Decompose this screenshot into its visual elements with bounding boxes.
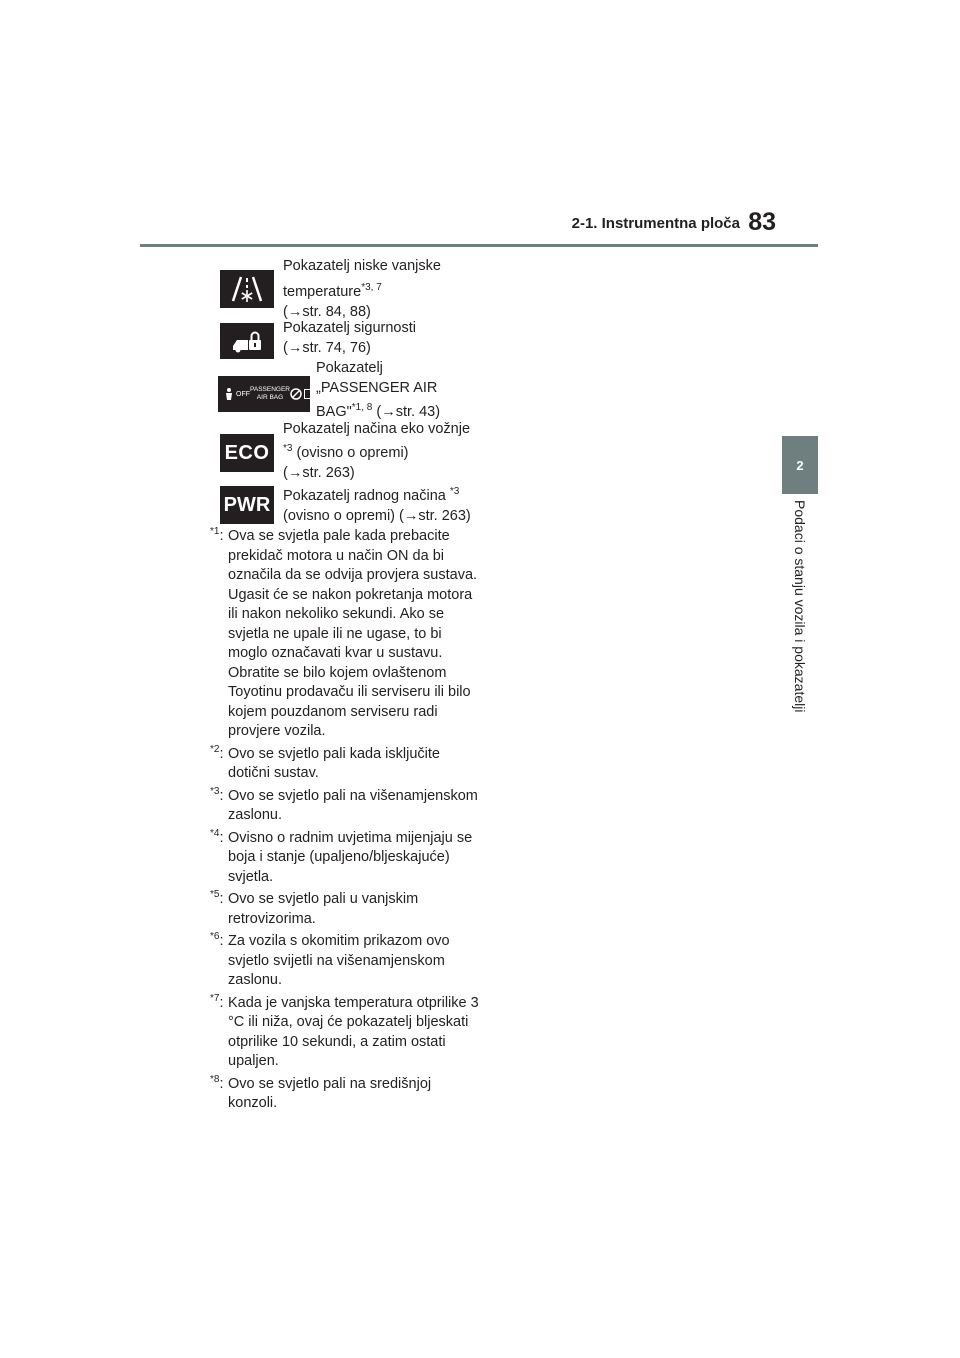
footnote-text: Ovo se svjetlo pali u vanjskim retrovizorima. bbox=[228, 891, 419, 927]
footnote-text: Ovisno o radnim uvjetima mijenjaju se boja i stanje (upaljeno/bljeskajuće) svjetla. bbox=[228, 829, 473, 885]
footnote-mark: $^{*5}$: bbox=[210, 889, 224, 907]
eco-mode-icon: ECO bbox=[220, 434, 274, 472]
power-mode-icon: PWR bbox=[220, 486, 274, 524]
indicator-text-line: Pokazatelj radnog načina bbox=[283, 488, 450, 504]
footnote-mark: $^{*7}$: bbox=[210, 992, 224, 1011]
footnote-text: Ovo se svjetlo pali kada isključite dotični sustav. bbox=[228, 745, 440, 781]
indicator-text-line: temperature bbox=[283, 284, 362, 300]
section-title: 2-1. Instrumentna ploča bbox=[571, 215, 740, 232]
page-reference[interactable]: (→str. 263) bbox=[283, 465, 355, 481]
chapter-title: Podaci o stanju vozila i pokazatelji bbox=[792, 500, 808, 713]
page-reference[interactable]: (→str. 84, 88) bbox=[283, 304, 371, 320]
footnote-text: Ovo se svjetlo pali na višenamjenskom zaslonu. bbox=[228, 787, 478, 823]
footnote-ref[interactable]: *1, 8 bbox=[351, 402, 373, 414]
footnote-mark: $^{*3}$: bbox=[210, 785, 224, 804]
footnote-text: Kada je vanjska temperatura otprilike 3 °C ili niža, ovaj će pokazatelj bljeskati otprilike 10 sekundi, a zatim ostati upaljen. bbox=[228, 994, 479, 1069]
indicator-text-line: Pokazatelj niske vanjske bbox=[283, 258, 441, 274]
footnote-mark: $^{*4}$: bbox=[210, 827, 224, 846]
indicator-text-line: Pokazatelj bbox=[316, 360, 383, 376]
footnote-item bbox=[210, 829, 480, 888]
page-number: 83 bbox=[748, 208, 776, 236]
indicator-text-line: BAG" bbox=[316, 404, 352, 420]
passenger-airbag-off-icon bbox=[218, 376, 310, 412]
footnote-ref[interactable]: *3, 7 bbox=[361, 282, 382, 294]
airbag-status-icon bbox=[290, 388, 314, 400]
footnote-item bbox=[210, 787, 480, 826]
airbag-seat-icon: OFF bbox=[223, 387, 250, 401]
security-lock-icon bbox=[220, 323, 274, 359]
footnotes bbox=[210, 527, 480, 1117]
footnote-ref[interactable]: *3 bbox=[449, 486, 460, 498]
indicator-text-line: „PASSENGER AIR bbox=[316, 380, 438, 396]
footnote-item bbox=[210, 1075, 480, 1114]
header-rule bbox=[140, 244, 818, 247]
footnote-ref[interactable]: *3 bbox=[283, 443, 293, 455]
indicator-text-line: Pokazatelj sigurnosti bbox=[283, 320, 416, 336]
footnote-item bbox=[210, 994, 480, 1072]
footnote-item bbox=[210, 890, 480, 929]
chapter-tab[interactable] bbox=[782, 436, 818, 494]
icon-label: PASSENGER bbox=[250, 386, 290, 393]
indicator-text-line: (ovisno o opremi) bbox=[292, 445, 409, 461]
footnote-text: Ova se svjetla pale kada prebacite prekidač motora u način ON da bi označila da se odvija provjera sustava. Ugasit će se nakon pokretanja motora ili nakon nekoliko sekundi. Ako se svjetla ne upale ili ne ugase, to bi moglo označavati kvar u sustavu. Obratite se bilo kojem ovlaštenom Toyotinu prodavaču ili serviseru ili bilo kojem pouzdanom serviseru radi provjere vozila. bbox=[228, 528, 478, 739]
footnote-mark: $^{*8}$: bbox=[210, 1073, 224, 1092]
footnote-text: Ovo se svjetlo pali na središnjoj konzoli. bbox=[228, 1075, 432, 1111]
footnote-mark: $^{*6}$: bbox=[210, 931, 224, 949]
page-reference[interactable]: (ovisno o opremi) (→str. 263) bbox=[283, 508, 471, 524]
page-reference[interactable]: (→str. 74, 76) bbox=[283, 340, 371, 356]
icon-label: AIR BAG bbox=[256, 394, 284, 401]
footnote-mark: $^{*1}$: bbox=[210, 526, 224, 544]
footnote-item bbox=[210, 932, 480, 991]
footnote-text: Za vozila s okomitim prikazom ovo svjetlo svijetli na višenamjenskom zaslonu. bbox=[228, 933, 450, 988]
chapter-number: 2 bbox=[796, 457, 804, 473]
footnote-mark: $^{*2}$: bbox=[210, 743, 224, 762]
low-temperature-icon bbox=[220, 270, 274, 308]
footnote-item bbox=[210, 745, 480, 784]
indicator-text-line: Pokazatelj načina eko vožnje bbox=[283, 421, 471, 437]
page-reference[interactable]: (→str. 43) bbox=[372, 404, 441, 420]
footnote-item bbox=[210, 527, 480, 742]
